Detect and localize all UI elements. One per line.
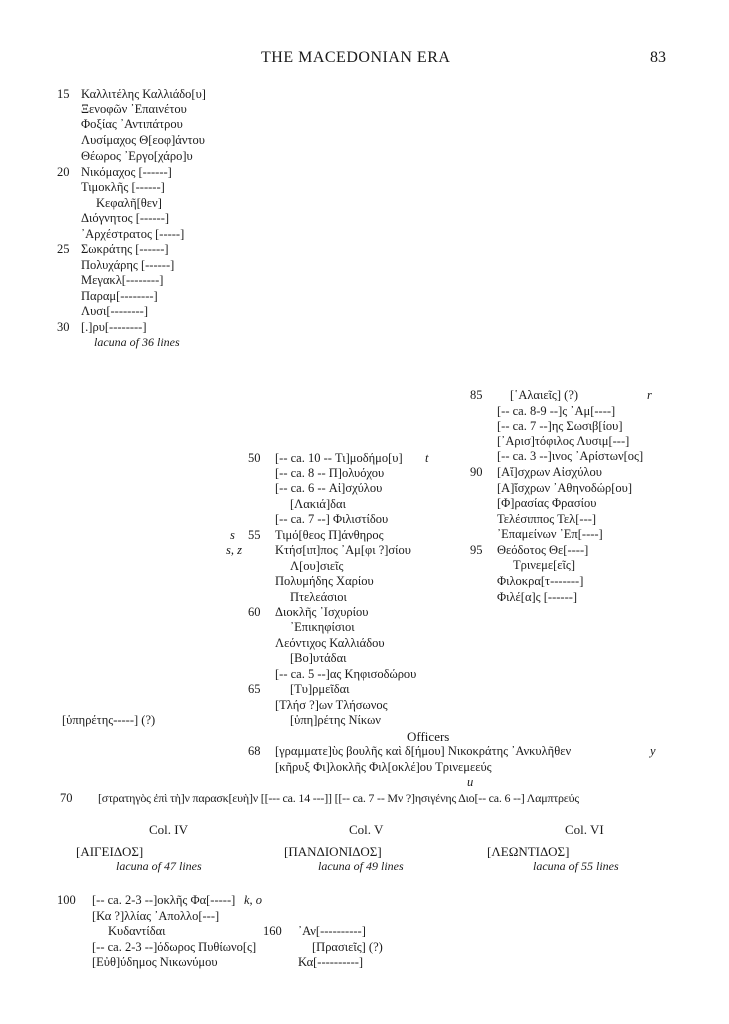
inscription-line: [Πρασιεῖς] (?) xyxy=(312,940,383,954)
inscription-line: Κεφαλῆ[θεν] xyxy=(96,196,162,210)
inscription-line: [στρατηγὸς ἐπὶ τὴ]ν παρασκ[ευὴ]ν [[--- ca. 14 ---]] [[-- ca. 7 -- Μν ?]ησιγένης Διο[-- ca. 6 --] Λαμπτρεύς xyxy=(98,791,579,805)
inscription-line: Θέωρος ᾿Εργο[χάρο]υ xyxy=(81,149,193,163)
inscription-line: Λυσι[--------] xyxy=(81,304,148,318)
inscription-line: Νικόμαχος [------] xyxy=(81,165,172,179)
tribe-name: [ΠΑΝΔΙΟΝΙΔΟΣ] xyxy=(284,844,382,859)
inscription-line: Φοξίας ᾿Αντιπάτρου xyxy=(81,117,183,131)
inscription-line: [Α]ἴσχρων ᾿Αθηνοδώρ[ου] xyxy=(497,481,632,495)
inscription-line: Μεγακλ[--------] xyxy=(81,273,164,287)
inscription-line: Ξενοφῶν ᾿Επαινέτου xyxy=(81,102,187,116)
apparatus-marker: u xyxy=(467,775,474,789)
line-number: 85 xyxy=(470,388,483,402)
line-number: 60 xyxy=(248,605,261,619)
inscription-line: Τρινεμε[εῖς] xyxy=(513,558,575,572)
inscription-line: Πολυχάρης [------] xyxy=(81,258,175,272)
line-number: 160 xyxy=(263,924,282,938)
apparatus-marker: s, z xyxy=(226,543,242,557)
inscription-line: ᾿Επικηφίσιοι xyxy=(290,620,355,634)
inscription-line: [-- ca. 2-3 --]όδωρος Πυθίωνο[ς] xyxy=(92,940,257,954)
page-title: THE MACEDONIAN ERA xyxy=(261,49,451,66)
lacuna-note: lacuna of 36 lines xyxy=(94,335,180,349)
column-title: Col. IV xyxy=(149,822,188,837)
inscription-line: Λ[ου]σιεῖς xyxy=(290,559,344,573)
column-title: Col. V xyxy=(349,822,384,837)
inscription-line: [-- ca. 6 -- Αἰ]σχύλου xyxy=(275,481,383,495)
inscription-line: [-- ca. 7 --]ης Σωσιβ[ίου] xyxy=(497,419,623,433)
inscription-line: Κτήσ[ιπ]πος ᾿Αμ[φι ?]σίου xyxy=(275,543,411,557)
inscription-line: Θεόδοτος Θε[----] xyxy=(497,543,589,557)
line-number: 90 xyxy=(470,465,483,479)
inscription-line: Σωκράτης [------] xyxy=(81,242,169,256)
line-number: 65 xyxy=(248,682,261,696)
inscription-line: Φιλέ[α]ς [------] xyxy=(497,590,578,604)
inscription-line: [-- ca. 10 -- Τι]μοδήμο[υ] xyxy=(275,451,403,465)
inscription-line: Τιμό[θεος Π]άνθηρος xyxy=(275,528,384,542)
inscription-line: Λυσίμαχος Θ[εοφ]άντου xyxy=(81,133,205,147)
inscription-line: Πολυμήδης Χαρίου xyxy=(275,574,374,588)
apparatus-marker: t xyxy=(425,451,429,465)
inscription-line: [Φ]ρασίας Φρασίου xyxy=(497,496,597,510)
left-note: [ὑπηρέτης-----] (?) xyxy=(62,713,156,727)
inscription-line: [-- ca. 8 -- Π]ολυόχου xyxy=(275,466,385,480)
inscription-line: Διόγνητος [------] xyxy=(81,211,170,225)
line-number: 68 xyxy=(248,744,261,758)
inscription-line: Τιμοκλῆς [------] xyxy=(81,180,165,194)
page-number: 83 xyxy=(650,49,666,66)
inscription-line: ᾿Επαμείνων ᾿Επ[----] xyxy=(497,527,603,541)
lacuna-note: lacuna of 47 lines xyxy=(116,859,202,873)
officers-heading: Officers xyxy=(407,729,450,744)
apparatus-marker: y xyxy=(650,744,656,758)
inscription-line: [Κα ?]λλίας ᾿Απολλο[---] xyxy=(92,909,220,923)
inscription-line: ᾿Αν[----------] xyxy=(298,924,366,938)
inscription-line: [γραμματε]ὺς βουλῆς καὶ δ[ήμου] Νικοκράτης ᾿Ανκυλῆθεν xyxy=(275,744,572,758)
line-number: 70 xyxy=(60,791,73,805)
tribe-name: [ΑΙΓΕΙΔΟΣ] xyxy=(76,844,144,859)
inscription-line: [Αἴ]σχρων Αἰσχύλου xyxy=(497,465,602,479)
inscription-line: [κῆρυξ Φι]λοκλῆς Φιλ[οκλέ]ου Τρινεμεεύς xyxy=(275,760,492,774)
inscription-line: ᾿Αρχέστρατος [-----] xyxy=(81,227,185,241)
tribe-name: [ΛΕΩΝΤΙΔΟΣ] xyxy=(487,844,570,859)
line-number: 55 xyxy=(248,528,261,542)
inscription-line: [-- ca. 5 --]ας Κηφισοδώρου xyxy=(275,667,417,681)
inscription-line: [-- ca. 2-3 --]οκλῆς Φα[-----] xyxy=(92,893,236,907)
inscription-line: Καλλιτέλης Καλλιάδο[υ] xyxy=(81,87,206,101)
line-number: 25 xyxy=(57,242,70,256)
inscription-line: Κα[----------] xyxy=(298,955,364,969)
inscription-line: [Εὐθ]ύδημος Νικωνύμου xyxy=(92,955,218,969)
line-number: 20 xyxy=(57,165,70,179)
line-number: 95 xyxy=(470,543,483,557)
inscription-line: Φιλοκρα[τ-------] xyxy=(497,574,584,588)
line-number: 50 xyxy=(248,451,261,465)
apparatus-marker: r xyxy=(647,388,652,402)
inscription-line: [-- ca. 8-9 --]ς ᾿Αμ[----] xyxy=(497,404,616,418)
inscription-line: [Τυ]ρμεῖδαι xyxy=(290,682,350,696)
inscription-line: Τελέσιππος Τελ[---] xyxy=(497,512,597,526)
inscription-line: [-- ca. 7 --] Φιλιστίδου xyxy=(275,512,389,526)
inscription-line: [.]ρυ[--------] xyxy=(81,320,147,334)
inscription-line: [-- ca. 3 --]ινος ᾿Αρίστων[ος] xyxy=(497,449,644,463)
apparatus-marker: k, o xyxy=(244,893,263,907)
inscription-line: [᾿Αρισ]τόφιλος Λυσιμ[---] xyxy=(497,434,630,448)
inscription-line: Λεόντιχος Καλλιάδου xyxy=(275,636,385,650)
inscription-line: [ὑπη]ρέτης Νίκων xyxy=(290,713,381,727)
column-title: Col. VI xyxy=(565,822,604,837)
inscription-line: Κυδαντίδαι xyxy=(108,924,166,938)
line-number: 30 xyxy=(57,320,70,334)
inscription-line: [Βο]υτάδαι xyxy=(290,651,347,665)
inscription-line: Διοκλῆς ᾿Ισχυρίου xyxy=(275,605,369,619)
inscription-line: Παραμ[--------] xyxy=(81,289,158,303)
line-number: 15 xyxy=(57,87,70,101)
inscription-line: Πτελεάσιοι xyxy=(290,590,347,604)
inscription-line: [Λακιά]δαι xyxy=(290,497,346,511)
inscription-line: [῾Αλαιεῖς] (?) xyxy=(510,388,579,402)
line-number: 100 xyxy=(57,893,76,907)
apparatus-marker: s xyxy=(230,528,235,542)
inscription-line: [Τλήσ ?]ων Τλήσωνος xyxy=(275,698,388,712)
lacuna-note: lacuna of 49 lines xyxy=(318,859,404,873)
lacuna-note: lacuna of 55 lines xyxy=(533,859,619,873)
